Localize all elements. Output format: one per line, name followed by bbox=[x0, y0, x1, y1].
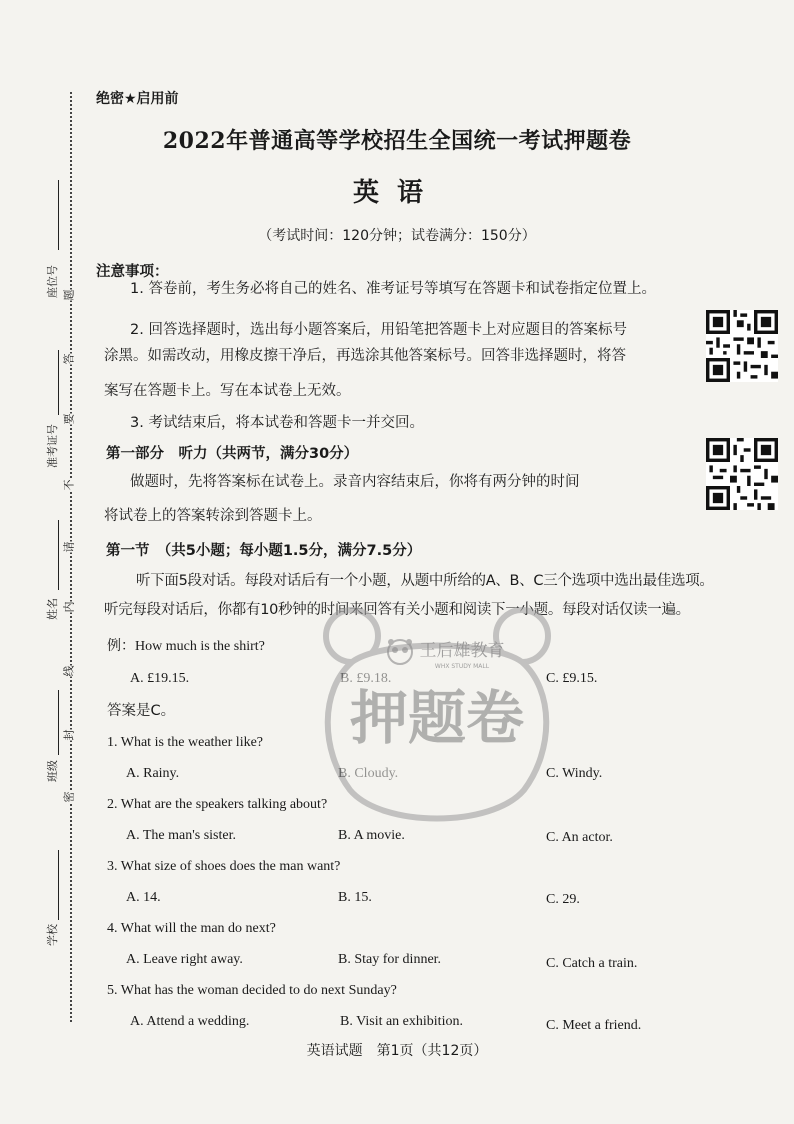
name-underline bbox=[58, 520, 59, 590]
watermark-stamp bbox=[312, 600, 562, 835]
confidential-label: 绝密★启用前 bbox=[96, 91, 179, 107]
section1-instruction-line-1: 听下面5段对话。每段对话后有一个小题，从题中所给的A、B、C三个选项中选出最佳选项。 bbox=[136, 573, 714, 589]
note-item-2-line-3: 案写在答题卡上。写在本试卷上无效。 bbox=[104, 383, 351, 399]
name-label: 姓名 bbox=[46, 598, 59, 620]
seat-number-label: 座位号 bbox=[46, 265, 59, 298]
question-4-option-b: B. Stay for dinner. bbox=[338, 952, 442, 967]
seal-char: 内 bbox=[62, 601, 76, 613]
exam-number-underline bbox=[58, 350, 59, 415]
note-item-2-line-1: 2. 回答选择题时，选出每小题答案后，用铅笔把答题卡上对应题目的答案标号 bbox=[130, 322, 627, 338]
note-item-3: 3. 考试结束后，将本试卷和答题卡一并交回。 bbox=[130, 415, 424, 431]
question-5-option-b: B. Visit an exhibition. bbox=[340, 1014, 463, 1029]
exam-title: 2022年普通高等学校招生全国统一考试押题卷 bbox=[162, 128, 632, 154]
stamp-main-text: 押题卷 bbox=[349, 684, 525, 752]
question-2: 2. What are the speakers talking about? bbox=[107, 797, 328, 812]
part1-intro-line-2: 将试卷上的答案转涂到答题卡上。 bbox=[104, 508, 322, 524]
example-answer: 答案是C。 bbox=[107, 703, 176, 719]
question-5: 5. What has the woman decided to do next Sunday? bbox=[107, 983, 397, 998]
question-5-option-a: A. Attend a wedding. bbox=[130, 1014, 250, 1029]
seal-char: 要 bbox=[62, 413, 76, 425]
seal-char: 封 bbox=[62, 729, 76, 741]
margin-field-name bbox=[38, 520, 66, 630]
stamp-brand: 王后雄教育 bbox=[419, 641, 505, 661]
question-5-option-c: C. Meet a friend. bbox=[546, 1018, 642, 1033]
example-question: 例：How much is the shirt? bbox=[107, 639, 265, 654]
exam-time-score: （考试时间：120分钟；试卷满分：150分） bbox=[258, 228, 536, 244]
part1-intro-line-1: 做题时，先将答案标在试卷上。录音内容结束后，你将有两分钟的时间 bbox=[130, 474, 580, 490]
margin-field-exam-number bbox=[38, 350, 66, 470]
note-item-2-line-2: 涂黑。如需改动，用橡皮擦干净后，再选涂其他答案标号。回答非选择题时，将答 bbox=[104, 348, 626, 364]
class-label: 班级 bbox=[46, 760, 59, 782]
question-3-option-b: B. 15. bbox=[338, 890, 372, 905]
notes-heading: 注意事项： bbox=[96, 264, 169, 280]
question-3-option-c: C. 29. bbox=[546, 892, 580, 907]
school-label: 学校 bbox=[46, 924, 59, 946]
seal-char: 密 bbox=[62, 791, 76, 803]
seal-char: 题 bbox=[62, 289, 76, 301]
seal-char: 答 bbox=[62, 353, 76, 365]
question-1-option-c: C. Windy. bbox=[546, 766, 603, 781]
qr-code-icon[interactable] bbox=[706, 310, 778, 382]
section1-heading: 第一节 （共5小题；每小题1.5分，满分7.5分） bbox=[106, 543, 422, 559]
question-1-option-a: A. Rainy. bbox=[126, 766, 180, 781]
note-item-1: 1. 答卷前，考生务必将自己的姓名、准考证号等填写在答题卡和试卷指定位置上。 bbox=[130, 281, 656, 297]
question-4: 4. What will the man do next? bbox=[107, 921, 276, 936]
seal-char: 请 bbox=[62, 541, 76, 553]
exam-number-label: 准考证号 bbox=[46, 424, 59, 468]
seal-char: 线 bbox=[62, 665, 76, 677]
part1-heading: 第一部分 听力（共两节，满分30分） bbox=[106, 446, 359, 462]
page-footer: 英语试题 第1页（共12页） bbox=[306, 1043, 488, 1059]
question-2-option-a: A. The man's sister. bbox=[126, 828, 236, 843]
example-option-c: C. £9.15. bbox=[546, 671, 598, 686]
example-option-a: A. £19.15. bbox=[130, 671, 190, 686]
seal-char: 不 bbox=[62, 479, 76, 491]
question-3-option-a: A. 14. bbox=[126, 890, 161, 905]
question-2-option-b: B. A movie. bbox=[338, 828, 405, 843]
question-1: 1. What is the weather like? bbox=[107, 735, 264, 750]
question-3: 3. What size of shoes does the man want? bbox=[107, 859, 341, 874]
margin-field-school bbox=[38, 850, 66, 950]
school-underline bbox=[58, 850, 59, 920]
question-2-option-c: C. An actor. bbox=[546, 830, 613, 845]
subject-title: 英语 bbox=[352, 178, 441, 208]
qr-code-icon[interactable] bbox=[706, 438, 778, 510]
question-4-option-c: C. Catch a train. bbox=[546, 956, 638, 971]
class-underline bbox=[58, 690, 59, 755]
section1-instruction-line-2: 听完每段对话后，你都有10秒钟的时间来回答有关小题和阅读下一小题。每段对话仅读一遍。 bbox=[104, 602, 690, 618]
question-4-option-a: A. Leave right away. bbox=[126, 952, 243, 967]
stamp-brand-en: WHX STUDY MALL bbox=[434, 663, 490, 670]
